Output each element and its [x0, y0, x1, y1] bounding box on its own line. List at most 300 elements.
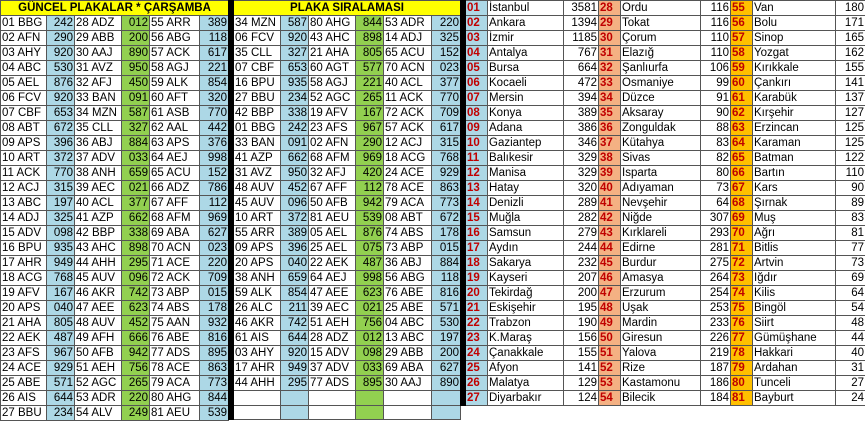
city-name: Tunceli	[753, 376, 836, 391]
city-count: 155	[564, 346, 599, 361]
plate-prefix: 07	[466, 91, 488, 106]
city-name: Çorum	[621, 31, 701, 46]
plate-code: 40 ACL	[75, 196, 122, 211]
city-name: Sinop	[753, 31, 836, 46]
plate-prefix: 34	[599, 91, 621, 106]
plate-code: 74 ABS	[150, 301, 200, 316]
table-row	[1, 181, 229, 196]
plate-number: 659	[122, 166, 150, 181]
plate-prefix: 52	[599, 361, 621, 376]
plate-number: 015	[432, 241, 461, 256]
plate-code: 71 ACE	[150, 256, 200, 271]
table-row	[1, 361, 229, 376]
city-name: Mersin	[488, 91, 564, 106]
plate-code: 47 AEE	[309, 286, 356, 301]
plate-prefix: 41	[599, 196, 621, 211]
plate-prefix: 18	[466, 256, 488, 271]
plate-number: 653	[281, 61, 309, 76]
city-count: 80	[701, 166, 731, 181]
city-count: 664	[564, 61, 599, 76]
table-row	[461, 361, 865, 376]
current-plates-header: GÜNCEL PLAKALAR * ÇARŞAMBA	[1, 1, 229, 16]
city-name: Ağrı	[753, 226, 836, 241]
city-count: 73	[701, 181, 731, 196]
city-count: 282	[564, 211, 599, 226]
plate-code: 70 ACN	[384, 61, 432, 76]
table-row	[1, 166, 229, 181]
plate-number: 756	[356, 316, 384, 331]
plate-code: 55 ARR	[150, 16, 200, 31]
table-row	[461, 106, 865, 121]
city-count: 54	[836, 301, 865, 316]
plate-prefix: 42	[599, 211, 621, 226]
plate-code: 51 AEH	[75, 361, 122, 376]
plate-number: 942	[122, 346, 150, 361]
plate-number: 242	[281, 121, 309, 136]
city-count: 254	[701, 286, 731, 301]
city-name: Kayseri	[488, 271, 564, 286]
city-name: Amasya	[621, 271, 701, 286]
plate-number: 770	[200, 106, 229, 121]
city-name: Elazığ	[621, 46, 701, 61]
plate-prefix: 78	[731, 346, 753, 361]
city-count: 329	[564, 151, 599, 166]
plate-number: 617	[200, 46, 229, 61]
table-row	[1, 286, 229, 301]
plate-number: 617	[432, 121, 461, 136]
plate-prefix: 58	[731, 46, 753, 61]
city-name: Gümüşhane	[753, 331, 836, 346]
plate-number: 442	[200, 121, 229, 136]
plate-prefix: 06	[466, 76, 488, 91]
table-row	[1, 406, 229, 421]
city-count: 1394	[564, 16, 599, 31]
plate-number: 221	[356, 76, 384, 91]
plate-prefix: 15	[466, 211, 488, 226]
plate-prefix: 26	[466, 376, 488, 391]
plate-number: 587	[281, 16, 309, 31]
plate-code: 76 ABE	[384, 286, 432, 301]
table-row	[1, 256, 229, 271]
plate-code: 80 AHG	[309, 16, 356, 31]
plate-code: 31 AVZ	[234, 166, 281, 181]
city-count: 125	[836, 136, 865, 151]
city-count: 293	[701, 226, 731, 241]
plate-number: 863	[200, 361, 229, 376]
table-row	[1, 241, 229, 256]
plate-prefix: 60	[731, 76, 753, 91]
plate-prefix: 12	[466, 166, 488, 181]
city-name: Kırklareli	[621, 226, 701, 241]
city-name: Erzincan	[753, 121, 836, 136]
plate-code: 39 AEC	[75, 181, 122, 196]
plate-number: 967	[356, 121, 384, 136]
plate-code	[309, 405, 356, 420]
city-count: 180	[836, 1, 865, 16]
plate-prefix: 66	[731, 166, 753, 181]
city-count: 386	[564, 121, 599, 136]
plate-code: 53 ADR	[75, 391, 122, 406]
plate-code: 41 AZP	[75, 211, 122, 226]
plate-number: 539	[356, 211, 384, 226]
table-row	[461, 76, 865, 91]
city-name: Bingöl	[753, 301, 836, 316]
city-count: 69	[836, 271, 865, 286]
plate-prefix: 74	[731, 286, 753, 301]
city-name: Iğdır	[753, 271, 836, 286]
plate-number: 666	[122, 331, 150, 346]
plate-code: 68 AFM	[150, 211, 200, 226]
table-row	[461, 151, 865, 166]
plate-number: 890	[122, 46, 150, 61]
plate-number: 770	[47, 166, 75, 181]
plate-prefix: 11	[466, 151, 488, 166]
plate-prefix: 72	[731, 256, 753, 271]
plate-number: 969	[200, 211, 229, 226]
city-count: 200	[564, 286, 599, 301]
table-row	[461, 61, 865, 76]
plate-code: 60 AFT	[150, 91, 200, 106]
plate-code: 03 AHY	[234, 346, 281, 361]
city-name: Eskişehir	[488, 301, 564, 316]
plate-code: 42 BBP	[75, 226, 122, 241]
plate-number: 627	[200, 226, 229, 241]
plate-code: 61 ASB	[150, 106, 200, 121]
city-name: Ankara	[488, 16, 564, 31]
city-name: Karabük	[753, 91, 836, 106]
plate-code: 40 ACL	[384, 76, 432, 91]
city-count: 219	[701, 346, 731, 361]
plate-prefix: 67	[731, 181, 753, 196]
plate-code: 34 MZN	[234, 16, 281, 31]
plate-number	[432, 405, 461, 420]
plate-code: 64 AEJ	[309, 271, 356, 286]
plate-number: 152	[432, 46, 461, 61]
plate-number: 623	[122, 301, 150, 316]
plate-prefix: 50	[599, 331, 621, 346]
city-name: Isparta	[621, 166, 701, 181]
table-row	[461, 316, 865, 331]
table-row	[461, 331, 865, 346]
plate-number: 200	[122, 31, 150, 46]
city-name: Hakkari	[753, 346, 836, 361]
city-count: 106	[701, 61, 731, 76]
plate-code: 18 ACG	[384, 151, 432, 166]
plate-code: 72 ACK	[384, 106, 432, 121]
plate-number: 920	[47, 46, 75, 61]
plate-number: 816	[200, 331, 229, 346]
city-count: 90	[836, 181, 865, 196]
plate-prefix: 48	[599, 301, 621, 316]
city-name: Karaman	[753, 136, 836, 151]
city-name: Kocaeli	[488, 76, 564, 91]
plate-code: 08 ABT	[384, 211, 432, 226]
plate-code: 02 AFN	[1, 31, 47, 46]
plate-number: 112	[356, 181, 384, 196]
plate-code: 11 ACK	[1, 166, 47, 181]
plate-code: 49 AFH	[75, 331, 122, 346]
city-name: Kars	[753, 181, 836, 196]
plate-number: 844	[200, 391, 229, 406]
plate-code: 44 AHH	[234, 376, 281, 391]
plate-number: 234	[47, 406, 75, 421]
plate-code: 41 AZP	[234, 151, 281, 166]
plate-prefix: 40	[599, 181, 621, 196]
plate-number: 377	[432, 76, 461, 91]
plate-prefix: 22	[466, 316, 488, 331]
plate-number: 098	[47, 226, 75, 241]
city-count: 187	[701, 361, 731, 376]
plate-code: 48 AUV	[234, 181, 281, 196]
city-count: 89	[836, 196, 865, 211]
plate-number: 884	[122, 136, 150, 151]
table-row	[461, 271, 865, 286]
plate-number: 672	[432, 211, 461, 226]
plate-code: 12 ACJ	[384, 136, 432, 151]
plate-number: 420	[356, 166, 384, 181]
plate-code: 28 ADZ	[309, 331, 356, 346]
plate-number: 295	[281, 376, 309, 391]
table-row	[229, 16, 461, 31]
plate-prefix: 23	[466, 331, 488, 346]
plate-code: 45 AUV	[75, 271, 122, 286]
plate-prefix: 47	[599, 286, 621, 301]
plate-number: 805	[47, 316, 75, 331]
plate-code: 55 ARR	[234, 226, 281, 241]
city-count: 116	[701, 16, 731, 31]
plate-code: 25 AEL	[309, 241, 356, 256]
plate-number: 709	[200, 271, 229, 286]
plate-number: 487	[47, 331, 75, 346]
table-row	[229, 106, 461, 121]
plate-code: 18 ACG	[1, 271, 47, 286]
city-name: Van	[753, 1, 836, 16]
plate-code: 48 AUV	[75, 316, 122, 331]
city-count: 124	[564, 391, 599, 406]
table-row	[1, 31, 229, 46]
plate-number: 118	[432, 271, 461, 286]
city-name: Bilecik	[621, 391, 701, 406]
plate-prefix: 09	[466, 121, 488, 136]
city-count: 90	[701, 106, 731, 121]
city-count: 48	[836, 316, 865, 331]
plate-prefix: 62	[731, 106, 753, 121]
city-count: 44	[836, 331, 865, 346]
city-name: Afyon	[488, 361, 564, 376]
plate-code: 27 BBU	[1, 406, 47, 421]
city-name: Sakarya	[488, 256, 564, 271]
plate-code: 13 ABC	[1, 196, 47, 211]
plate-number	[356, 391, 384, 406]
city-name: Kırıkkale	[753, 61, 836, 76]
table-row	[1, 46, 229, 61]
city-name: Mardin	[621, 316, 701, 331]
plate-code: 20 APS	[1, 301, 47, 316]
plate-number: 530	[47, 61, 75, 76]
city-count: 64	[701, 196, 731, 211]
table-row	[1, 346, 229, 361]
city-count: 27	[836, 376, 865, 391]
plate-code: 53 ADR	[384, 16, 432, 31]
plate-code: 38 ANH	[75, 166, 122, 181]
plate-prefix: 21	[466, 301, 488, 316]
plate-code: 29 ABB	[75, 31, 122, 46]
city-count: 156	[564, 331, 599, 346]
plate-number: 942	[356, 196, 384, 211]
city-name: Erzurum	[621, 286, 701, 301]
plate-prefix: 25	[466, 361, 488, 376]
plate-number: 623	[356, 286, 384, 301]
table-row	[461, 91, 865, 106]
city-count: 3581	[564, 1, 599, 16]
plate-sort-table	[228, 0, 461, 420]
plate-number: 920	[281, 31, 309, 46]
city-name: Edirne	[621, 241, 701, 256]
plate-prefix: 08	[466, 106, 488, 121]
plate-prefix: 38	[599, 151, 621, 166]
plate-number: 452	[281, 181, 309, 196]
plate-code: 69 ABA	[150, 226, 200, 241]
plate-code: 75 AAN	[150, 316, 200, 331]
city-name: Giresun	[621, 331, 701, 346]
plate-number	[432, 391, 461, 406]
plate-code: 32 AFJ	[309, 166, 356, 181]
plate-number: 709	[432, 106, 461, 121]
plate-prefix: 76	[731, 316, 753, 331]
plate-number: 023	[432, 61, 461, 76]
table-row	[229, 301, 461, 316]
city-count: 122	[836, 151, 865, 166]
city-name: Adıyaman	[621, 181, 701, 196]
plate-number: 653	[47, 106, 75, 121]
city-name: Bursa	[488, 61, 564, 76]
plate-prefix: 53	[599, 376, 621, 391]
table-row	[1, 271, 229, 286]
plate-prefix: 24	[466, 346, 488, 361]
table-row	[229, 286, 461, 301]
plate-prefix: 44	[599, 241, 621, 256]
plate-prefix: 64	[731, 136, 753, 151]
city-count: 389	[564, 106, 599, 121]
plate-number: 033	[356, 361, 384, 376]
table-row	[461, 226, 865, 241]
city-name: Bayburt	[753, 391, 836, 406]
city-count: 40	[836, 346, 865, 361]
plate-code: 24 ACE	[1, 361, 47, 376]
city-count: 110	[836, 166, 865, 181]
city-count: 281	[701, 241, 731, 256]
city-name: Antalya	[488, 46, 564, 61]
plate-code: 35 CLL	[75, 121, 122, 136]
table-row	[461, 241, 865, 256]
plate-code: 02 AFN	[309, 136, 356, 151]
plate-number: 265	[122, 376, 150, 391]
plate-number: 876	[356, 226, 384, 241]
plate-code: 05 AEL	[1, 76, 47, 91]
table-row	[229, 316, 461, 331]
table-row	[229, 346, 461, 361]
plate-prefix: 65	[731, 151, 753, 166]
plate-code: 65 ACU	[384, 46, 432, 61]
plate-code: 25 ABE	[1, 376, 47, 391]
plate-number: 662	[281, 151, 309, 166]
city-name: Balıkesir	[488, 151, 564, 166]
plate-prefix: 36	[599, 121, 621, 136]
plate-number: 920	[47, 91, 75, 106]
city-name: Hatay	[488, 181, 564, 196]
plate-code: 14 ADJ	[1, 211, 47, 226]
plate-code: 32 AFJ	[75, 76, 122, 91]
plate-number: 040	[47, 301, 75, 316]
plate-code: 33 BAN	[75, 91, 122, 106]
plate-prefix: 02	[466, 16, 488, 31]
plate-code: 17 AHR	[234, 361, 281, 376]
plate-number: 487	[356, 256, 384, 271]
plate-code: 78 ACE	[384, 181, 432, 196]
plate-number: 118	[200, 31, 229, 46]
plate-code: 07 CBF	[1, 106, 47, 121]
plate-code: 52 AGC	[309, 91, 356, 106]
city-count: 233	[701, 316, 731, 331]
plate-prefix: 57	[731, 31, 753, 46]
plate-code: 04 ABC	[384, 316, 432, 331]
plate-number: 096	[281, 196, 309, 211]
city-name: Ardahan	[753, 361, 836, 376]
plate-number: 773	[432, 196, 461, 211]
plate-prefix: 13	[466, 181, 488, 196]
plate-prefix: 31	[599, 46, 621, 61]
plate-number: 376	[200, 136, 229, 151]
plate-number: 242	[47, 16, 75, 31]
plate-code: 10 ART	[1, 151, 47, 166]
plate-number: 249	[122, 406, 150, 421]
plate-number: 844	[356, 16, 384, 31]
city-count: 83	[836, 211, 865, 226]
plate-number: 770	[432, 91, 461, 106]
city-name: Trabzon	[488, 316, 564, 331]
plate-code: 52 AGC	[75, 376, 122, 391]
plate-prefix: 37	[599, 136, 621, 151]
plate-code: 06 FCV	[234, 31, 281, 46]
city-name: Bolu	[753, 16, 836, 31]
plate-code: 36 ABJ	[384, 256, 432, 271]
plate-number: 327	[122, 121, 150, 136]
plate-code: 44 AHH	[75, 256, 122, 271]
city-name: İstanbul	[488, 1, 564, 16]
city-count: 394	[564, 91, 599, 106]
plate-code: 46 AKR	[75, 286, 122, 301]
city-count: 137	[836, 91, 865, 106]
city-count: 329	[564, 166, 599, 181]
plate-number: 290	[356, 136, 384, 151]
plate-number: 040	[281, 256, 309, 271]
plate-number: 773	[200, 376, 229, 391]
table-row	[229, 136, 461, 151]
plate-number: 950	[122, 61, 150, 76]
plate-code: 19 AFV	[309, 106, 356, 121]
plate-number	[356, 405, 384, 420]
plate-number: 112	[200, 196, 229, 211]
table-row	[229, 256, 461, 271]
plate-code: 78 ACE	[150, 361, 200, 376]
plate-code: 25 ABE	[384, 301, 432, 316]
city-count: 184	[701, 391, 731, 406]
plate-code: 58 AGJ	[309, 76, 356, 91]
table-row	[461, 286, 865, 301]
plate-code: 54 ALV	[75, 406, 122, 421]
plate-code: 24 ACE	[384, 166, 432, 181]
city-count: 110	[701, 31, 731, 46]
